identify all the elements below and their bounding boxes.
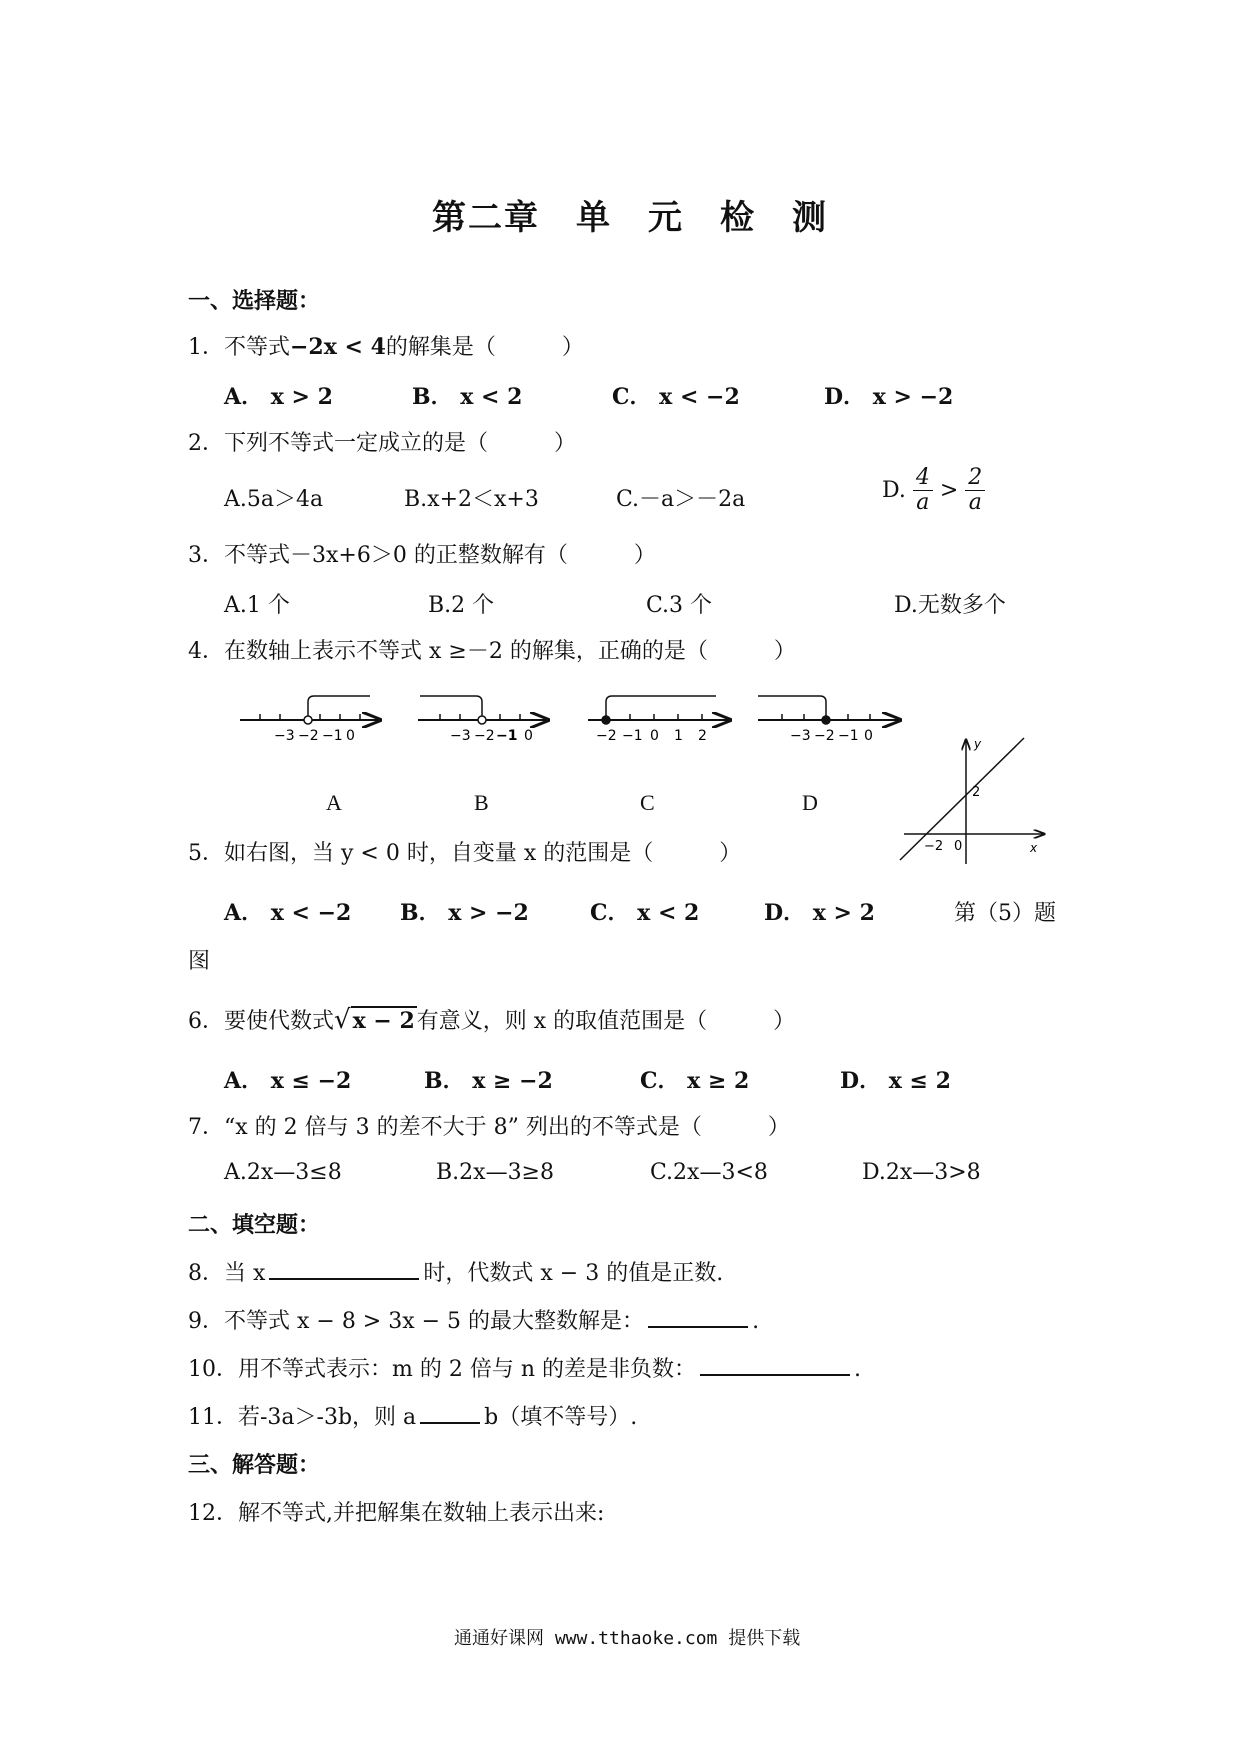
q2-fraction-2: $\frac{2}{a}$: [965, 466, 985, 515]
q9-prefix: 9．不等式 x − 8 > 3x − 5 的最大整数解是：: [188, 1309, 645, 1334]
tick-label: 0: [346, 728, 355, 744]
q6-prefix: 6．要使代数式: [188, 1009, 334, 1034]
sqrt-icon: √: [334, 1005, 351, 1035]
q9-answer-blank[interactable]: [648, 1304, 748, 1328]
q4-line-a: [240, 696, 380, 744]
q3-option-b: B.2 个: [428, 593, 495, 618]
q2-option-b: B.x+2＜x+3: [404, 487, 539, 512]
question-12: 12．解不等式,并把解集在数轴上表示出来:: [188, 1501, 605, 1526]
question-9: [188, 1304, 759, 1335]
tick-label: −2: [474, 728, 495, 744]
q5-option-b: B． x > −2: [400, 900, 529, 926]
q1-prefix: 1．不等式: [188, 335, 290, 360]
q1-option-b: B． x < 2: [412, 384, 523, 410]
tick-label: −1: [496, 728, 518, 744]
q11-answer-blank[interactable]: [420, 1400, 480, 1424]
tick-label: 0: [864, 728, 873, 744]
q5-option-c: C． x < 2: [590, 900, 700, 926]
q2-option-a: A.5a＞4a: [224, 487, 324, 512]
q4-label-c: C: [640, 790, 655, 815]
q4-line-b: [418, 696, 548, 744]
tick-label: 0: [650, 728, 659, 744]
q2-fraction-1: $\frac{4}{a}$: [913, 466, 933, 515]
question-3: 3．不等式－3x+6＞0 的正整数解有（ ）: [188, 543, 656, 568]
q1-option-c: C． x < −2: [612, 384, 740, 410]
q2-option-d-prefix: D.: [882, 478, 906, 504]
q9-suffix: .: [752, 1309, 760, 1334]
tick-label: −2: [596, 728, 617, 744]
question-7: 7．“x 的 2 倍与 3 的差不大于 8” 列出的不等式是（ ）: [188, 1115, 790, 1140]
q2-option-d: [882, 466, 985, 515]
section-solve-heading: 三、解答题：: [188, 1452, 321, 1478]
q5-option-d: D． x > 2: [764, 900, 875, 926]
q6-suffix: 有意义，则 x 的取值范围是（ ）: [416, 1009, 796, 1034]
tick-label: 2: [698, 728, 707, 744]
q7-option-c: C.2x—3<8: [650, 1160, 768, 1185]
q6-option-d: D． x ≤ 2: [840, 1068, 951, 1094]
q6-option-a: A． x ≤ −2: [224, 1068, 352, 1094]
q6-radicand: x − 2: [352, 1008, 415, 1034]
q10-suffix: .: [854, 1357, 861, 1382]
q2-relation: >: [939, 478, 959, 504]
tick-label: −2: [298, 728, 319, 744]
q7-option-a: A.2x—3≤8: [224, 1160, 342, 1185]
question-8: [188, 1256, 723, 1287]
page-footer: 通通好课网 www.tthaoke.com 提供下载: [454, 1628, 801, 1649]
q5-figure-caption: 第（5）题: [954, 901, 1056, 926]
q4-line-c: [588, 696, 730, 744]
q4-line-d: [758, 696, 900, 744]
question-5: 5．如右图，当 y < 0 时，自变量 x 的范围是（ ）: [188, 841, 742, 866]
tick-label: 0: [524, 728, 533, 744]
q1-expression: −2x < 4: [290, 334, 386, 360]
q3-option-a: A.1 个: [224, 593, 290, 618]
q4-label-b: B: [474, 790, 489, 815]
graph-origin-label: 0: [954, 839, 963, 854]
tick-label: −3: [790, 728, 811, 744]
q4-label-d: D: [802, 790, 818, 815]
graph-y-tick: 2: [972, 785, 981, 800]
q4-label-a: A: [326, 790, 342, 815]
q10-answer-blank[interactable]: [700, 1352, 850, 1376]
tick-label: −2: [814, 728, 835, 744]
question-11: [188, 1400, 637, 1431]
q1-option-d: D． x > −2: [824, 384, 954, 410]
q6-option-b: B． x ≥ −2: [424, 1068, 553, 1094]
q7-option-b: B.2x—3≥8: [436, 1160, 554, 1185]
tick-label: 1: [674, 728, 683, 744]
q3-option-c: C.3 个: [646, 593, 713, 618]
question-4: 4．在数轴上表示不等式 x ≥－2 的解集，正确的是（ ）: [188, 639, 796, 664]
tick-label: −1: [622, 728, 643, 744]
q1-suffix: 的解集是（ ）: [385, 335, 584, 360]
question-2: 2．下列不等式一定成立的是（ ）: [188, 431, 576, 456]
q11-prefix: 11．若-3a＞-3b，则 a: [188, 1405, 417, 1430]
question-6: [188, 1004, 795, 1035]
question-1: [188, 330, 584, 361]
q3-option-d: D.无数多个: [894, 593, 1006, 618]
tick-label: −3: [450, 728, 471, 744]
question-10: [188, 1352, 861, 1383]
tick-label: −1: [838, 728, 859, 744]
graph-x-label: x: [1030, 841, 1038, 855]
q8-prefix: 8．当 x: [188, 1261, 266, 1286]
section-choice-heading: 一、选择题：: [188, 288, 321, 314]
q7-option-d: D.2x—3>8: [862, 1160, 981, 1185]
q8-answer-blank[interactable]: [269, 1256, 419, 1280]
tick-label: −1: [322, 728, 343, 744]
q11-suffix: b（填不等号）.: [484, 1405, 638, 1430]
q5-figure-caption-cont: 图: [188, 949, 211, 974]
graph-y-label: y: [974, 737, 982, 751]
q8-suffix: 时，代数式 x − 3 的值是正数.: [423, 1261, 724, 1286]
section-fill-heading: 二、填空题：: [188, 1212, 321, 1238]
tick-label: −3: [274, 728, 295, 744]
q6-option-c: C． x ≥ 2: [640, 1068, 750, 1094]
q2-option-c: C.－a＞－2a: [616, 487, 746, 512]
q1-option-a: A． x > 2: [224, 384, 333, 410]
q5-graph: [894, 734, 1054, 868]
page-title: 第二章 单 元 检 测: [432, 198, 828, 238]
q5-option-a: A． x < −2: [224, 900, 352, 926]
q4-number-lines: [230, 680, 910, 750]
q10-prefix: 10．用不等式表示：m 的 2 倍与 n 的差是非负数：: [188, 1357, 696, 1382]
graph-x-tick: −2: [924, 839, 944, 854]
